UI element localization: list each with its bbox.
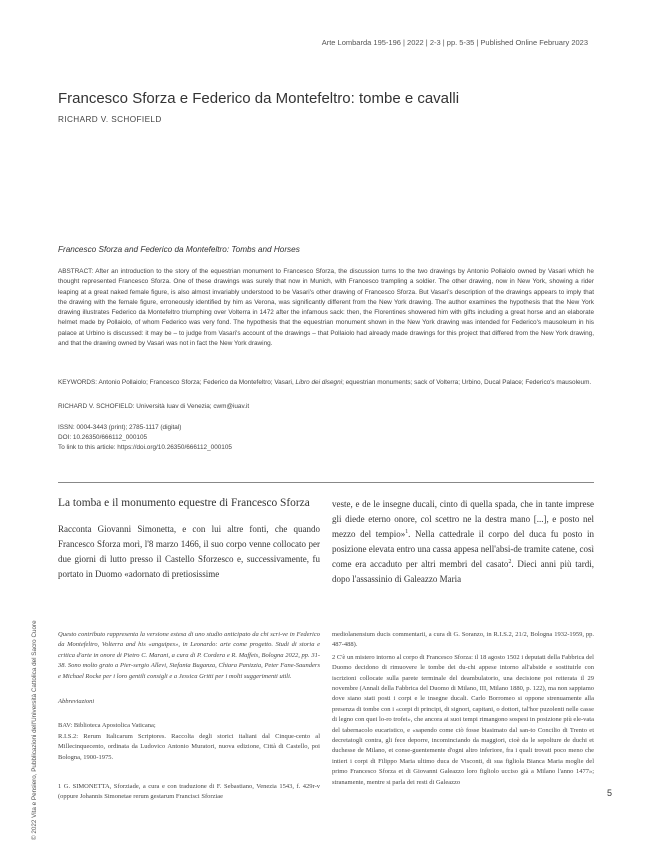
footnote-ref-1[interactable]: 1 [405, 529, 409, 536]
footnote-ref-2[interactable]: 2 [508, 559, 512, 566]
abstract [58, 267, 594, 349]
section-divider [58, 482, 594, 483]
affiliation-text: : Università Iuav di Venezia; cwm@iuav.it [132, 403, 250, 410]
body-text-part: . Nella cattedrale il corpo del duca fu posto in posizione elevata entro una cassa appesa nell'absi-de tramite catene, così come era accaduto per altri membri del casato [332, 529, 594, 570]
english-title: Francesco Sforza and Federico da Montefeltro: Tombs and Horses [58, 245, 300, 254]
notes-right [332, 630, 594, 788]
author-affiliation [58, 403, 594, 410]
article-title: Francesco Sforza e Federico da Montefeltro: tombe e cavalli [58, 90, 460, 107]
footnote-2: 2 C'è un mistero intorno al corpo di Francesco Sforza: il 18 agosto 1502 i deputati della Fabbrica del Duomo decidono di rimuovere le tombe dei du-chi appese intorno all'abside e sostituirle con iscrizioni collocate sulla parete terminale del deambulatorio, una decisione poi reiterata il 29 novembre (Annali della Fabbrica del Duomo di Milano, III, Milano 1880, p. 122), ma non sappiamo dove siano stati posti i corpi e le insegne ducali. Carlo Borromeo si oppone strenuamente alla presenza di tombe con i «corpi di principi, di signori, capitani, o dottori, tal'hor puzolenti nelle casse di legno con quei lo-ro trofei», che ancora ai suoi tempi rimangono sospesi in posizione più ele-vata del tabernacolo eucaristico, e «sapendo come ciò fosse biasimato dal san-to Concilio di Trento et decretatogli contra, gli fece deporre, incominciando da maggiori, cioè da le sepolture de duchi et duchesse de Milano, et conse-guentemente d'ogni altro inferiore, fra i quali trovati poco meno che intieri i corpi di Filippo Maria ultimo duca de Visconti, di sua figliola Bianca Maria moglie del primo Francesco Sforza et di Giovanni Galeazzo loro figliolo ucciso già a Milano l'anno 1477»; stranamente, mentre si parla dei resti di Galeazzo [332, 653, 594, 786]
body-text-left: Racconta Giovanni Simonetta, e con lui altre fonti, che quando Francesco Sforza morì, l'8 marzo 1466, il suo corpo venne collocato per due giorni di lutto presso il Castello Sforzesco e, successivamente, fu portato in Duomo «adornato di pretiosissime [58, 524, 320, 580]
footnote-1-continued: mediolanensium ducis commentarii, a cura di G. Soranzo, in R.I.S.2, 21/2, Bologna 1932-1959, pp. 487-488). [332, 631, 594, 649]
abbreviation-ris: R.I.S.2: Rerum Italicarum Scriptores. Raccolta degli storici italiani dal Cinque-cento al Millecinquecento, ordinata da Ludovico Antonio Muratori, nuova edizione, Città di Castello, poi Bologna, 1900-1975. [58, 732, 320, 761]
abstract-text: After an introduction to the story of the equestrian monument to Francesco Sforza, the discussion turns to the two drawings by Antonio Pollaiolo owned by Vasari which he thought represented Francesco Sforza. One of these drawings was surely that now in Munich, with Francesco trampling a soldier. The other drawing, now in New York, showing a rider leaping at a great naked female figure, is also almost invariably understood to be Vasari's other drawing of Francesco Sforza. But Vasari's description of the drawings appears to imply that the drawing with the female figure, erroneously identified by him as Verona, was significantly different from the New York drawing. The author examines the hypothesis that the New York drawing illustrates Federico da Montefeltro triumphing over Volterra in 1472 after the infamous sack: then, the Florentines showered him with gifts including a great horse and an elaborate helmet made by Pollaiolo, of whom Federico was very fond. The hypothesis that the equestrian monument shown in the New York drawing was intended for Federico's mausoleum in his palace at Urbino is discussed: it may be – to judge from Vasari's account of the drawings – that Pollaiolo had already made drawings for this project that differed from the New York drawing, and that the drawing owned by Vasari was not in fact the New York drawing. [58, 268, 594, 348]
section-heading: La tomba e il monumento equestre di Francesco Sforza [58, 497, 310, 509]
keywords-label: KEYWORDS: [58, 379, 98, 386]
keywords-italic: Libro dei disegni [295, 379, 343, 386]
copyright-sidebar: © 2022 Vita e Pensiero, Pubblicazioni dell'Università Cattolica del Sacro Cuore [31, 620, 38, 840]
article-link[interactable]: To link to this article: https://doi.org/10.26350/666112_000105 [58, 444, 232, 452]
body-text-right [332, 497, 594, 588]
journal-header: Arte Lombarda 195-196 | 2022 | 2-3 | pp. 5-35 | Published Online February 2023 [321, 38, 588, 47]
article-author: RICHARD V. SCHOFIELD [58, 115, 162, 124]
keywords-text-end: ; equestrian monuments; sack of Volterra; Urbino, Ducal Palace; Federico's mausoleum. [342, 379, 592, 386]
body-text-part: veste, e de le insegne ducali, cinto di quella spada, che in tante imprese gli diede eterno onore, col scettro ne la destra mano [...], e posto nel mezzo del tempio» [332, 499, 594, 540]
article-identifiers [58, 423, 232, 454]
acknowledgement-note: Questo contributo rappresenta la versione estesa di uno studio anticipato da chi scri-ve in Federico da Montefeltro, Volterra and his «anguipes», in Leonardo: arte come progetto. Studi di storia e critica d'arte in onore di Pietro C. Marani, a cura di P. Cordera e R. Maffeis, Bologna 2022, pp. 31-38. Sono molto grato a Pier-sergio Allevi, Stefania Buganza, Chiara Panizzia, Peter Fane-Saunders e Michael Rocke per i loro gentili consigli e a Jessica Gritti per i molti suggerimenti utili. [58, 631, 320, 680]
affiliation-name: RICHARD V. SCHOFIELD [58, 403, 133, 410]
abstract-label: ABSTRACT: [58, 268, 94, 275]
footnote-1: 1 G. SIMONETTA, Sforziade, a cura e con traduzione di F. Sebastiano, Venezia 1543, f. 429r-v (oppure Johannis Simonetae rerum gestarum Francisci Sforziae [58, 783, 320, 801]
doi: DOI: 10.26350/666112_000105 [58, 434, 148, 442]
keywords [58, 378, 594, 388]
issn: ISSN: 0004-3443 (print); 2785-1117 (digital) [58, 424, 182, 431]
keywords-text: Antonio Pollaiolo; Francesco Sforza; Federico da Montefeltro; Vasari, [97, 379, 296, 386]
notes-left [58, 630, 320, 803]
abbreviation-bav: BAV: Biblioteca Apostolica Vaticana; [58, 722, 156, 730]
body-text-part: . Dieci anni più tardi, dopo l'assassinio di Galeazzo Maria [332, 559, 594, 585]
abbreviations-heading: Abbreviazioni [58, 698, 95, 706]
page-number: 5 [607, 788, 613, 798]
